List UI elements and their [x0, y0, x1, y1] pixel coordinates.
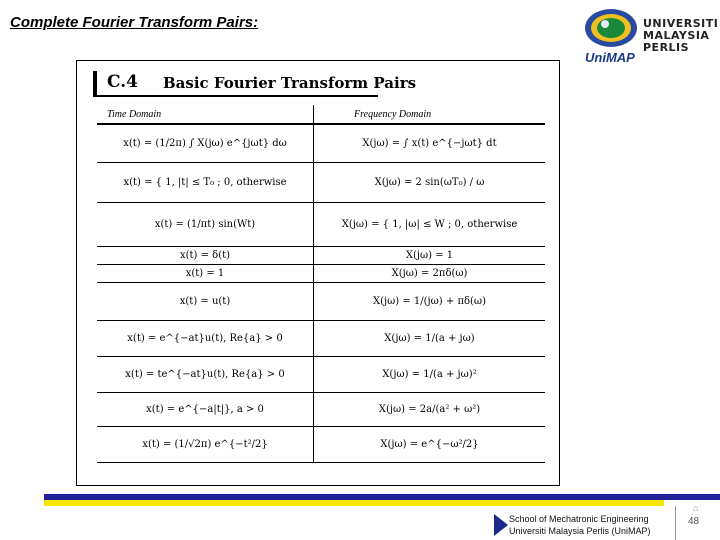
frequency-domain-cell: X(jω) = { 1, |ω| ≤ W ; 0, otherwise: [314, 202, 545, 246]
column-header-frequency: Frequency Domain: [314, 105, 545, 124]
frequency-domain-cell: X(jω) = 2a/(a² + ω²): [314, 392, 545, 426]
time-domain-cell: x(t) = 1: [97, 264, 314, 282]
section-number: C.4: [107, 72, 138, 92]
frequency-domain-cell: X(jω) = ∫ x(t) e^{−jωt} dt: [314, 124, 545, 162]
time-domain-cell: x(t) = (1/πt) sin(Wt): [97, 202, 314, 246]
footer-school: [509, 513, 651, 537]
logo-line-1: UNIVERSITI: [643, 17, 719, 30]
table-row: [97, 162, 545, 202]
heading-bar: [93, 71, 97, 95]
table-row: [97, 356, 545, 392]
logo-line-2: MALAYSIA: [643, 29, 710, 42]
time-domain-cell: x(t) = u(t): [97, 282, 314, 320]
footer-bar-yellow: [44, 500, 664, 506]
footer-line-1: School of Mechatronic Engineering: [509, 514, 649, 524]
time-domain-cell: x(t) = { 1, |t| ≤ T₀ ; 0, otherwise: [97, 162, 314, 202]
table-row: [97, 246, 545, 264]
table-row: [97, 320, 545, 356]
table-row: [97, 282, 545, 320]
table-row: [97, 124, 545, 162]
university-emblem-icon: [583, 6, 639, 50]
slide-title: Complete Fourier Transform Pairs:: [10, 14, 259, 31]
column-header-time: Time Domain: [97, 105, 314, 124]
transform-pairs-table: [97, 105, 545, 463]
university-logo: [583, 6, 717, 68]
unimap-wordmark: UniMAP: [585, 50, 635, 65]
footer-arrow-icon: [494, 514, 508, 536]
time-domain-cell: x(t) = e^{−a|t|}, a > 0: [97, 392, 314, 426]
heading-rule: [93, 95, 378, 97]
table-row: [97, 202, 545, 246]
slide-icon: ⌂: [693, 503, 699, 513]
time-domain-cell: x(t) = (1/√2π) e^{−t²/2}: [97, 426, 314, 462]
footer-divider: [675, 506, 676, 540]
frequency-domain-cell: X(jω) = 2πδ(ω): [314, 264, 545, 282]
frequency-domain-cell: X(jω) = 1/(jω) + πδ(ω): [314, 282, 545, 320]
table-row: [97, 264, 545, 282]
frequency-domain-cell: X(jω) = 1: [314, 246, 545, 264]
table-row: [97, 426, 545, 462]
footer-line-2: Universiti Malaysia Perlis (UniMAP): [509, 526, 651, 536]
frequency-domain-cell: X(jω) = e^{−ω²/2}: [314, 426, 545, 462]
frequency-domain-cell: X(jω) = 1/(a + jω)²: [314, 356, 545, 392]
time-domain-cell: x(t) = δ(t): [97, 246, 314, 264]
page-number: 48: [688, 516, 700, 527]
time-domain-cell: x(t) = e^{−at}u(t), Re{a} > 0: [97, 320, 314, 356]
time-domain-cell: x(t) = (1/2π) ∫ X(jω) e^{jωt} dω: [97, 124, 314, 162]
frequency-domain-cell: X(jω) = 2 sin(ωT₀) / ω: [314, 162, 545, 202]
logo-line-3: PERLIS: [643, 41, 690, 54]
section-title: Basic Fourier Transform Pairs: [163, 74, 417, 92]
fourier-table-image: [76, 60, 560, 486]
frequency-domain-cell: X(jω) = 1/(a + jω): [314, 320, 545, 356]
time-domain-cell: x(t) = te^{−at}u(t), Re{a} > 0: [97, 356, 314, 392]
section-heading: [93, 71, 553, 97]
table-row: [97, 392, 545, 426]
